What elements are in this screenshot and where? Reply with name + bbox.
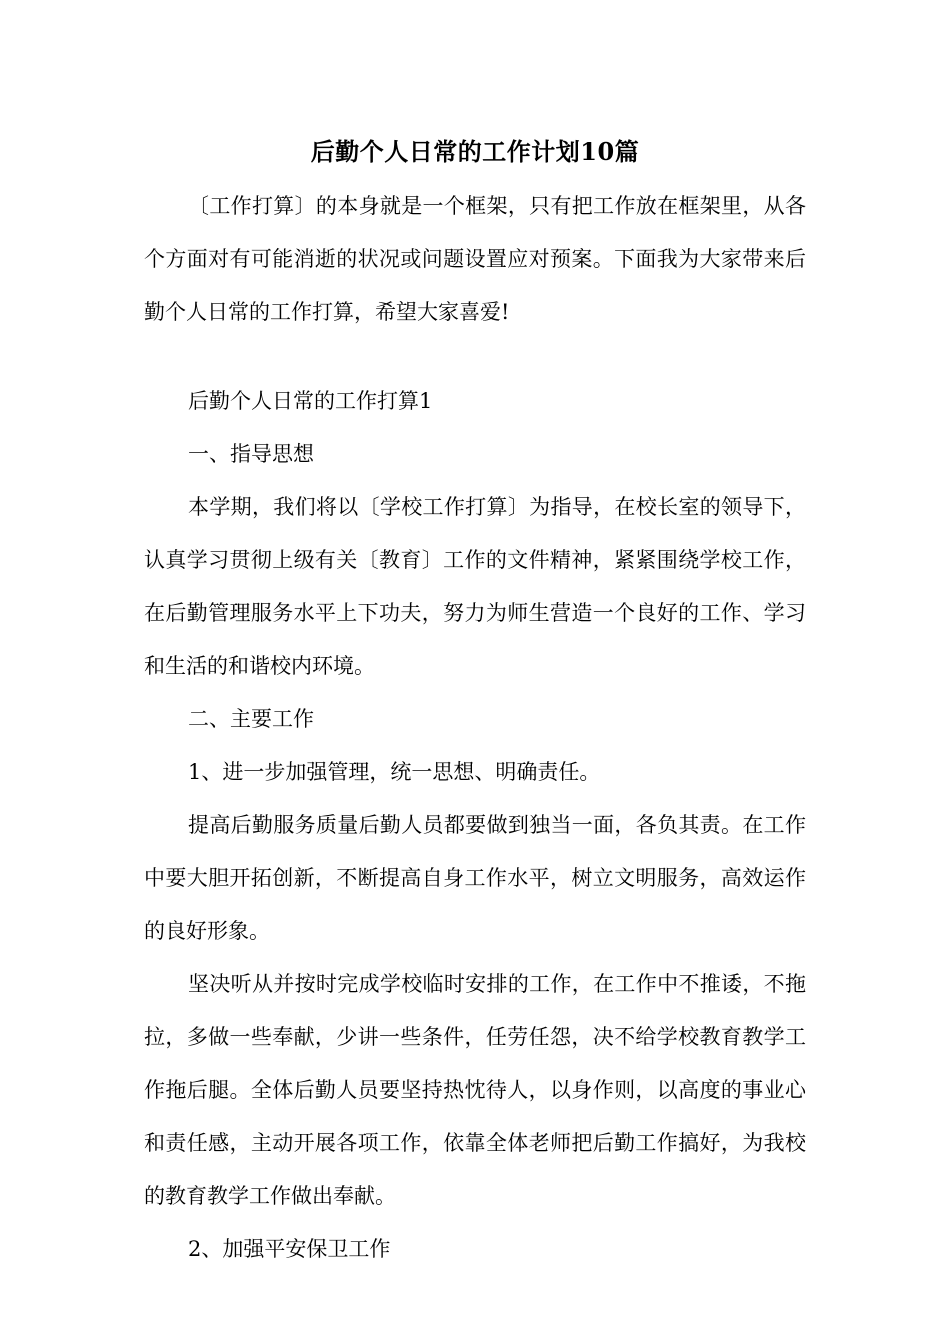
document-title: 后勤个人日常的工作计划10篇: [310, 137, 640, 166]
paragraph-guiding-ideology: 本学期，我们将以〔学校工作打算〕为指导，在校长室的领导下，认真学习贯彻上级有关〔教育〕工作的文件精神，紧紧围绕学校工作，在后勤管理服务水平上下功夫，努力为师生营造一个良好的工作、学习和生活的和谐校内环境。: [144, 495, 806, 678]
heading-guiding-ideology: 一、指导思想: [188, 442, 314, 466]
paragraph-task-completion: 坚决听从并按时完成学校临时安排的工作，在工作中不推诿，不拖拉，多做一些奉献，少讲一些条件，任劳任怨，决不给学校教育教学工作拖后腿。全体后勤人员要坚持热忱待人，以身作则，以高度的事业心和责任感，主动开展各项工作，依靠全体老师把后勤工作搞好，为我校的教育教学工作做出奉献。: [144, 972, 806, 1208]
item-2-heading: 2、加强平安保卫工作: [188, 1237, 391, 1261]
item-1-heading: 1、进一步加强管理，统一思想、明确责任。: [188, 760, 601, 784]
heading-main-work: 二、主要工作: [188, 707, 314, 731]
intro-block: [144, 180, 806, 339]
section-heading: 后勤个人日常的工作打算1: [188, 389, 433, 413]
intro-paragraph: 〔工作打算〕的本身就是一个框架，只有把工作放在框架里，从各个方面对有可能消逝的状况或问题设置应对预案。下面我为大家带来后勤个人日常的工作打算，希望大家喜爱!: [144, 194, 806, 324]
main-content: [144, 375, 806, 1276]
paragraph-service-quality: 提高后勤服务质量后勤人员都要做到独当一面，各负其责。在工作中要大胆开拓创新，不断提高自身工作水平，树立文明服务，高效运作的良好形象。: [144, 813, 806, 943]
